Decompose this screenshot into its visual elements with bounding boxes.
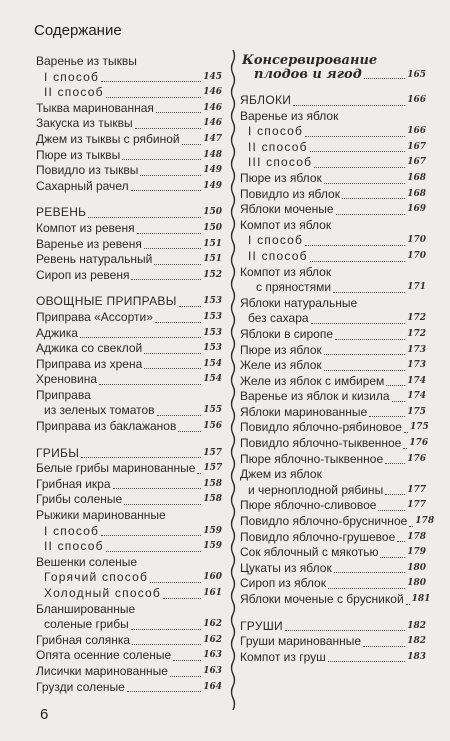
toc-right-column [240,53,435,665]
dot-leader [334,572,406,573]
toc-page-number: 168 [407,172,426,183]
toc-page-number: 162 [203,619,222,630]
toc-entry-heading: Варенье из тыквы [36,54,137,68]
toc-entry[interactable] [36,205,222,221]
dot-leader [335,339,405,340]
toc-page-number: 146 [203,87,222,98]
toc-entry-heading: Вешенки соленые [36,554,138,569]
toc-entry[interactable] [36,221,222,237]
toc-entry-heading: Рыжики маринованные [36,508,166,523]
toc-entry-title: Сироп из яблок [240,576,326,591]
toc-entry[interactable] [240,483,426,499]
toc-page-number: 178 [415,516,435,527]
toc-entry-title: ГРУШИ [240,618,283,633]
dot-leader [386,385,405,386]
toc-page-number: 179 [407,547,426,558]
toc-page-number: 157 [203,463,223,474]
toc-page-number: 146 [203,118,222,129]
dot-leader [154,264,201,265]
dot-leader [163,598,201,599]
toc-entry[interactable] [36,539,222,555]
toc-entry[interactable] [36,310,222,326]
toc-page-number: 166 [407,95,426,105]
dot-leader [127,691,201,692]
toc-page-number: 163 [203,650,222,661]
toc-page-number: 176 [409,438,429,449]
toc-entry[interactable] [36,326,222,342]
toc-entry[interactable] [36,633,222,649]
dot-leader [324,183,405,184]
toc-page-number: 151 [203,254,222,265]
dot-leader [324,370,406,371]
toc-page-number: 170 [407,235,426,246]
toc-entry-title: ОВОЩНЫЕ ПРИПРАВЫ [36,294,177,309]
toc-page-number: 167 [407,141,426,152]
toc-page-number: 149 [203,165,222,176]
toc-entry-title: и черноплодной рябины [248,482,384,497]
toc-entry-title: Грибная икра [36,476,111,491]
dot-leader [392,401,406,402]
toc-page-number: 169 [407,204,426,215]
toc-entry[interactable] [240,619,426,635]
toc-entry[interactable] [36,664,222,680]
dot-leader [311,323,406,324]
toc-entry-title: Пюре из яблок [240,342,322,357]
toc-entry[interactable] [240,280,426,296]
dot-leader [135,128,202,129]
dot-leader [178,431,201,432]
dot-leader [406,604,410,605]
toc-page-number: 154 [203,358,222,369]
toc-page-number: 175 [407,406,426,417]
toc-entry[interactable] [36,252,222,268]
toc-page-number: 153 [203,343,222,354]
dot-leader [385,463,405,464]
toc-page-number: 183 [407,651,426,662]
running-header: Содержание [34,22,122,39]
toc-page-number: 162 [203,634,222,645]
toc-entry[interactable] [240,374,426,390]
toc-entry-title: Холодный способ [44,586,161,600]
toc-entry[interactable] [240,124,426,140]
toc-entry[interactable] [240,650,426,666]
dot-leader [131,629,201,630]
toc-entry[interactable] [240,140,426,156]
toc-entry[interactable] [36,446,222,462]
toc-entry[interactable] [240,155,426,171]
toc-page-number: 156 [203,421,222,432]
toc-entry-title: Приправа из хрена [36,356,143,371]
toc-page-number: 158 [203,478,222,489]
dot-leader [293,105,405,106]
dot-leader [131,190,202,191]
toc-entry-title: Горячий способ [44,570,149,585]
toc-entry[interactable] [36,70,222,86]
toc-page-number: 157 [203,447,222,458]
toc-entry-title: Цукаты из яблок [240,560,332,575]
dot-leader [88,217,201,218]
toc-entry-title: Грибы соленые [36,492,123,507]
toc-entry[interactable] [240,576,426,592]
toc-entry-title: Компот из ревеня [36,220,135,235]
dot-leader [106,551,202,552]
toc-page-number: 180 [407,578,426,589]
page-number: 6 [40,706,49,723]
toc-entry-title: Джем из тыквы с рябиной [36,131,180,146]
dot-leader [179,306,202,307]
toc-entry[interactable] [36,586,222,602]
toc-page-number: 176 [407,453,426,464]
dot-leader [403,448,407,449]
toc-entry[interactable] [240,420,429,436]
toc-entry[interactable] [36,163,222,179]
toc-page-number: 147 [203,133,222,144]
dot-leader [101,535,201,536]
toc-entry-title: Яблоки моченые [240,202,334,217]
dot-leader [342,198,405,199]
toc-page-number: 173 [407,360,426,371]
toc-entry[interactable] [36,461,222,477]
toc-page-number: 172 [407,328,426,339]
toc-entry-title: I способ [248,124,304,139]
dot-leader [170,676,201,677]
dot-leader [197,473,201,474]
toc-entry-title: Варенье из ревеня [36,236,142,251]
toc-entry[interactable] [36,372,222,388]
toc-entry-title: II способ [44,85,104,100]
dot-leader [397,541,405,542]
toc-page-number: 172 [407,313,426,324]
dot-leader [310,151,406,152]
toc-page-number: 161 [203,588,222,598]
dot-leader [336,214,406,215]
dot-leader [285,630,405,631]
toc-entry-title: Повидло яблочно-грушевое [240,529,396,544]
section-gap [36,194,222,205]
toc-page-number: 175 [409,422,429,433]
toc-entry-title: II способ [248,139,308,154]
toc-page-number: 174 [407,391,426,402]
toc-entry-title: Повидло из яблок [240,186,340,201]
toc-entry-title: Сироп из ревеня [36,267,130,282]
toc-entry[interactable] [36,492,222,508]
toc-entry[interactable] [240,634,426,650]
dot-leader [144,368,201,369]
section-gap [36,435,222,446]
section-title: Консервирование [242,53,378,68]
toc-left-column [36,54,222,695]
dot-leader [409,526,413,527]
dot-leader [380,557,405,558]
dot-leader [404,432,408,433]
section-gap [240,82,426,93]
toc-entry-title: с пряностями [256,280,332,295]
toc-entry-title: Желе из яблок с имбирем [240,373,385,388]
toc-entry[interactable] [240,498,426,514]
toc-entry-title: ЯБЛОКИ [240,93,292,107]
dot-leader [314,167,405,168]
toc-entry-title: Хреновина [36,372,98,387]
toc-entry-title: Тыква маринованная [36,100,154,115]
toc-entry-title: Опята осенние соленые [36,648,172,663]
section-gap [240,608,426,619]
toc-entry[interactable] [240,233,426,249]
toc-entry-title: III способ [248,155,313,170]
toc-entry-title: Повидло яблочно-тыквенное [240,436,402,451]
toc-page-number: 168 [407,188,426,199]
dot-leader [328,661,405,662]
toc-page-number: 153 [203,311,222,322]
dot-leader [378,510,405,511]
toc-entry[interactable] [36,116,222,132]
dot-leader [144,248,201,249]
toc-page-number: 155 [203,405,222,416]
toc-entry[interactable] [240,68,426,82]
dot-leader [122,159,201,160]
dot-leader [132,644,201,645]
toc-entry-heading: Яблоки натуральные [240,295,358,310]
toc-entry[interactable] [240,327,426,343]
dot-leader [333,292,405,293]
toc-entry[interactable] [240,358,426,374]
toc-entry[interactable] [36,570,222,586]
toc-page-number: 174 [407,375,426,386]
toc-page-number: 159 [203,525,222,536]
toc-entry-title: Приправа «Ассорти» [36,309,153,324]
toc-entry-title: Пюре яблочно-тыквенное [240,451,384,466]
toc-entry-title: Повидло из тыквы [36,163,139,178]
toc-entry-title: Сахарный рачел [36,178,129,193]
dot-leader [310,261,406,262]
toc-page-number: 151 [203,238,222,249]
toc-page-number: 153 [203,296,222,307]
toc-entry-title: I способ [44,523,100,538]
toc-page-number: 171 [407,282,426,293]
toc-entry-title: Яблоки маринованные [240,404,368,419]
toc-page-number: 170 [407,250,426,261]
dot-leader [157,415,202,416]
toc-entry[interactable] [240,436,429,452]
toc-entry-title: Груши маринованные [240,634,362,649]
dot-leader [328,588,405,589]
toc-entry-title: Аджика со свеклой [36,341,143,356]
dot-leader [137,233,202,234]
dot-leader [305,136,405,137]
dot-leader [150,582,201,583]
toc-entry-title: Грибная солянка [36,632,131,647]
dot-leader [364,78,405,79]
toc-page-number: 152 [203,269,222,280]
toc-entry-title: Пюре из тыквы [36,147,121,162]
toc-entry[interactable] [240,343,426,359]
dot-leader [363,646,405,647]
dot-leader [369,416,405,417]
toc-page-number: 173 [407,344,426,355]
toc-entry-title: Белые грибы маринованные [36,461,196,476]
toc-entry-heading: Приправа [36,387,91,402]
toc-entry-title: Грузди соленые [36,679,125,694]
toc-page-number: 178 [407,531,426,542]
toc-entry-title: Повидло яблочно-рябиновое [240,420,402,435]
toc-page-number: 145 [203,71,222,82]
dot-leader [385,494,405,495]
toc-entry[interactable] [240,561,426,577]
toc-entry[interactable] [36,148,222,164]
toc-page-number: 160 [203,572,222,583]
toc-entry-title: Ревень натуральный [36,252,153,267]
toc-entry[interactable] [240,405,426,421]
toc-entry-title: РЕВЕНЬ [36,205,87,220]
toc-entry-title: Лисички маринованные [36,663,168,678]
toc-page-number: 180 [407,562,426,573]
toc-page-number: 154 [203,374,222,385]
toc-page-number: 150 [203,222,222,233]
toc-entry-title: ГРИБЫ [36,445,80,460]
toc-entry-title: Аджика [36,325,78,340]
toc-entry-heading: Варенье из яблок [240,108,339,123]
toc-entry[interactable] [36,132,222,148]
toc-page-number: 177 [407,484,426,495]
toc-entry[interactable] [36,357,222,373]
dot-leader [182,144,202,145]
toc-page-number: 166 [407,126,426,137]
toc-entry-title: Повидло яблочно-брусничное [240,514,408,529]
dot-leader [140,175,201,176]
toc-page-number: 163 [203,665,222,676]
toc-entry[interactable] [240,311,426,327]
toc-entry[interactable] [240,202,426,218]
toc-entry-title: соленые грибы [44,617,129,632]
section-gap [36,283,222,294]
toc-page-number: 153 [203,327,222,338]
toc-entry[interactable] [240,545,426,561]
dot-leader [144,353,201,354]
dot-leader [155,322,201,323]
toc-page-number: 159 [203,541,222,552]
dot-leader [80,337,201,338]
toc-entry[interactable] [36,617,222,633]
toc-entry[interactable] [36,341,222,357]
toc-entry-title: Яблоки моченые с брусникой [240,592,404,606]
dot-leader [81,457,201,458]
decorative-wavy-divider [229,50,237,710]
toc-entry-title: без сахара [248,311,309,326]
toc-entry[interactable] [240,93,426,109]
toc-entry[interactable] [36,680,222,696]
dot-leader [156,112,201,113]
toc-page-number: 149 [203,180,222,191]
toc-entry[interactable] [36,179,222,195]
toc-entry-title: Закуска из тыквы [36,116,133,131]
toc-entry[interactable] [36,524,222,540]
toc-entry[interactable] [240,171,426,187]
toc-page-number: 150 [203,207,222,218]
toc-entry[interactable] [240,389,426,405]
toc-entry-title: Яблоки в сиропе [240,326,334,341]
dot-leader [173,660,201,661]
toc-entry-title: Пюре из яблок [240,170,322,185]
toc-entry-title: I способ [44,69,100,84]
toc-page-number: 158 [203,494,222,505]
dot-leader [124,504,201,505]
dot-leader [305,245,405,246]
toc-entry-heading: Компот из яблок [240,217,332,232]
toc-entry-heading: Бланшированные [36,601,136,616]
toc-entry-heading: Компот из яблок [240,264,332,279]
toc-entry-title: из зеленых томатов [44,403,155,418]
toc-entry-title: Варенье из яблок и кизила [240,389,390,404]
toc-entry[interactable] [36,268,222,284]
toc-page-number: 177 [407,500,426,511]
dot-leader [113,488,202,489]
toc-entry[interactable] [240,514,435,530]
toc-entry[interactable] [36,403,222,419]
dot-leader [324,354,405,355]
dot-leader [99,384,201,385]
toc-page-number: 146 [203,102,222,113]
toc-entry[interactable] [240,592,431,608]
toc-entry[interactable] [36,85,222,101]
toc-entry[interactable] [36,101,222,117]
dot-leader [101,81,201,82]
toc-entry[interactable] [36,648,222,664]
toc-entry[interactable] [36,419,222,435]
toc-page-number: 181 [411,594,431,604]
toc-entry-title: Приправа из баклажанов [36,419,177,434]
toc-entry-heading: Джем из яблок [240,467,322,482]
toc-entry-title: Желе из яблок [240,358,322,373]
toc-entry[interactable] [240,249,426,265]
toc-page-number: 148 [203,149,222,160]
toc-entry[interactable] [36,477,222,493]
toc-entry-title: Пюре яблочно-сливовое [240,498,377,513]
toc-entry[interactable] [36,294,222,310]
toc-entry[interactable] [240,187,426,203]
toc-entry-title: Сок яблочный с мякотью [240,545,379,560]
toc-page-number: 167 [407,157,426,168]
toc-entry-title: I способ [248,233,304,248]
toc-entry[interactable] [240,530,426,546]
toc-page-number: 182 [407,620,426,631]
toc-entry-title: плодов и ягод [254,67,362,82]
toc-page-number: 164 [203,681,222,692]
toc-entry-title: II способ [44,539,104,554]
toc-entry[interactable] [240,452,426,468]
toc-entry[interactable] [36,237,222,253]
toc-entry-title: Компот из груш [240,649,326,664]
dot-leader [131,279,201,280]
toc-page-number: 182 [407,636,426,647]
toc-entry-title: II способ [248,248,308,263]
toc-page-number: 165 [407,70,426,80]
dot-leader [106,97,202,98]
